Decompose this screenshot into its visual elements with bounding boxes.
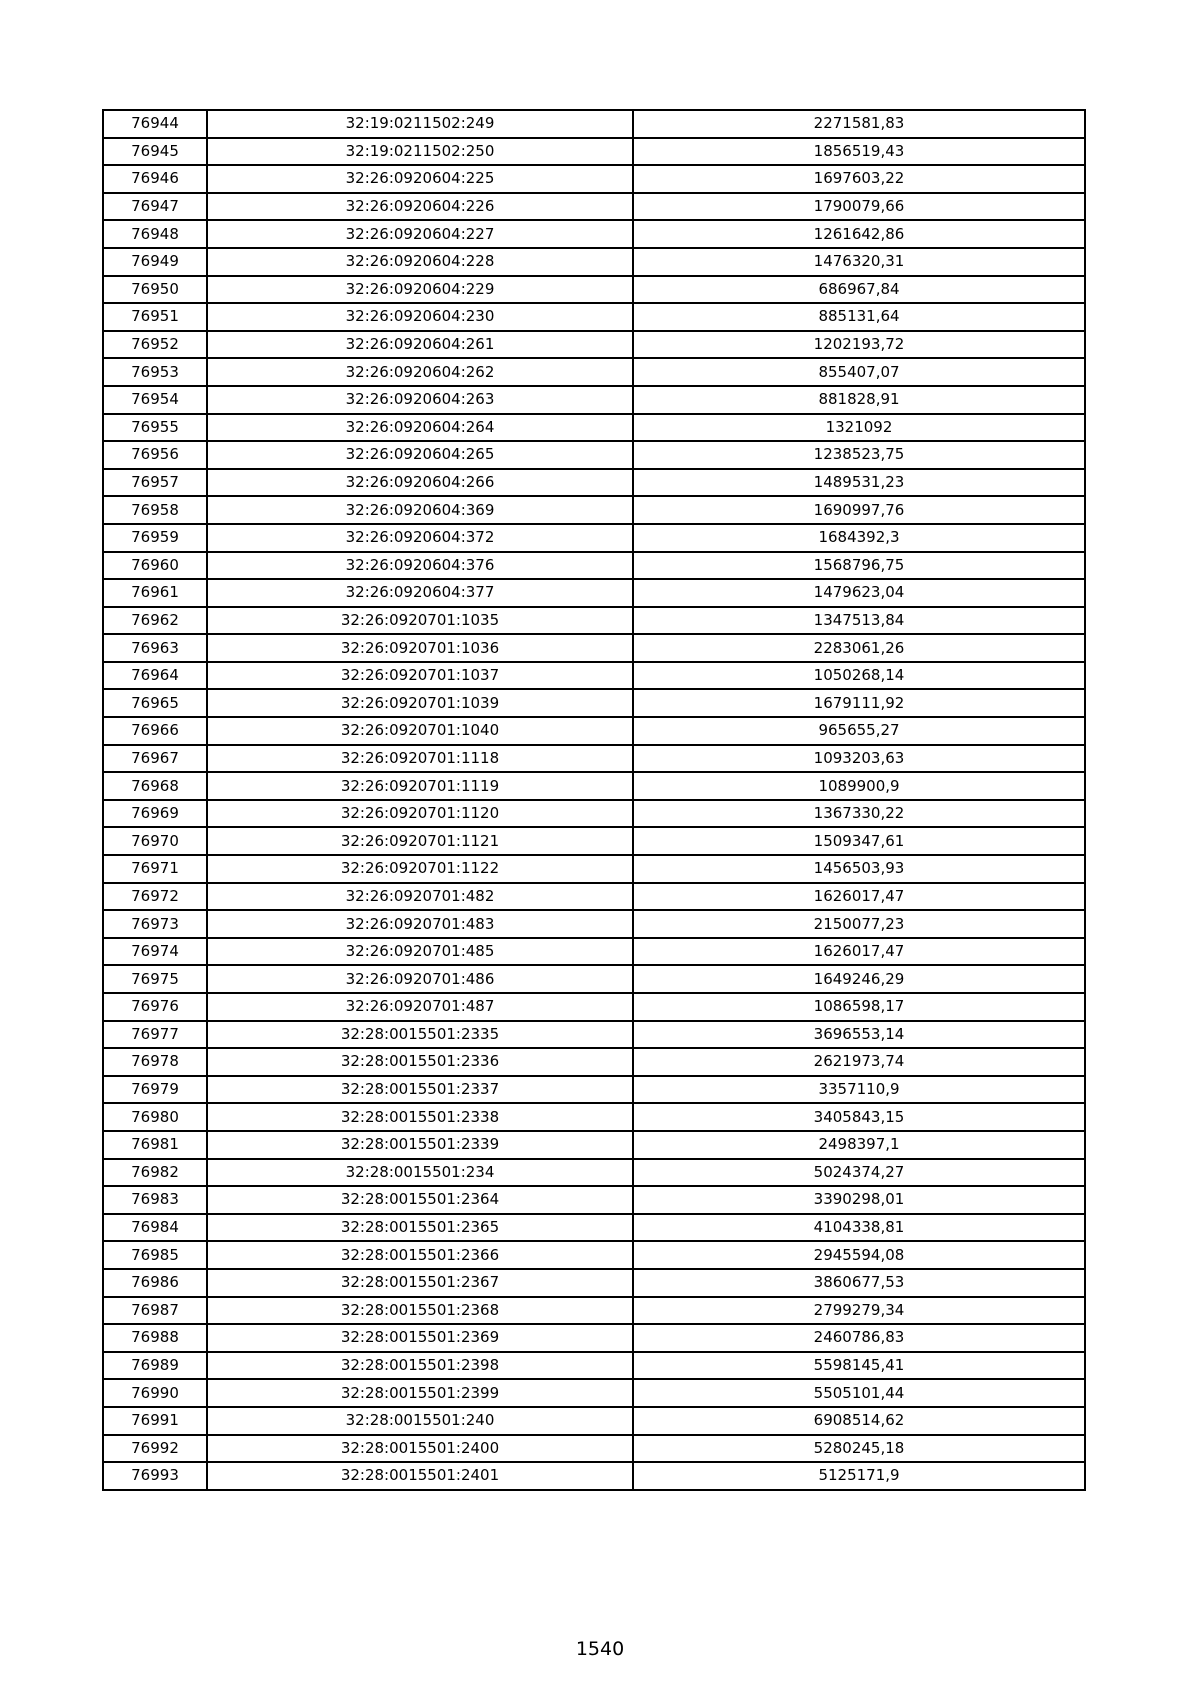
table-row <box>103 1103 1085 1131</box>
cadastral-number-cell: 32:26:0920604:369 <box>207 496 633 524</box>
table-row <box>103 1269 1085 1297</box>
table-row <box>103 993 1085 1021</box>
table-row <box>103 910 1085 938</box>
cadastral-number-cell: 32:28:0015501:240 <box>207 1407 633 1435</box>
value-cell: 1476320,31 <box>633 248 1085 276</box>
cadastral-number-cell: 32:26:0920604:229 <box>207 276 633 304</box>
value-cell: 1238523,75 <box>633 441 1085 469</box>
table-row <box>103 1159 1085 1187</box>
table-row <box>103 1021 1085 1049</box>
row-number-cell: 76976 <box>103 993 207 1021</box>
cadastral-number-cell: 32:28:0015501:2368 <box>207 1297 633 1325</box>
cadastral-number-cell: 32:26:0920701:485 <box>207 938 633 966</box>
cadastral-number-cell: 32:28:0015501:2339 <box>207 1131 633 1159</box>
row-number-cell: 76945 <box>103 138 207 166</box>
page-number: 1540 <box>575 1638 625 1660</box>
table-row <box>103 1352 1085 1380</box>
cadastral-number-cell: 32:26:0920604:262 <box>207 358 633 386</box>
cadastral-number-cell: 32:26:0920701:1118 <box>207 745 633 773</box>
row-number-cell: 76967 <box>103 745 207 773</box>
row-number-cell: 76986 <box>103 1269 207 1297</box>
cadastral-number-cell: 32:26:0920604:261 <box>207 331 633 359</box>
row-number-cell: 76979 <box>103 1076 207 1104</box>
value-cell: 2799279,34 <box>633 1297 1085 1325</box>
value-cell: 5125171,9 <box>633 1462 1085 1490</box>
value-cell: 5024374,27 <box>633 1159 1085 1187</box>
table-row <box>103 1435 1085 1463</box>
cadastral-number-cell: 32:28:0015501:2398 <box>207 1352 633 1380</box>
value-cell: 3696553,14 <box>633 1021 1085 1049</box>
table-row <box>103 165 1085 193</box>
table-row <box>103 717 1085 745</box>
table-row <box>103 772 1085 800</box>
value-cell: 1367330,22 <box>633 800 1085 828</box>
table-row <box>103 607 1085 635</box>
value-cell: 1347513,84 <box>633 607 1085 635</box>
row-number-cell: 76988 <box>103 1324 207 1352</box>
row-number-cell: 76974 <box>103 938 207 966</box>
row-number-cell: 76970 <box>103 827 207 855</box>
cadastral-number-cell: 32:26:0920701:1120 <box>207 800 633 828</box>
row-number-cell: 76980 <box>103 1103 207 1131</box>
value-cell: 1489531,23 <box>633 469 1085 497</box>
row-number-cell: 76965 <box>103 689 207 717</box>
row-number-cell: 76964 <box>103 662 207 690</box>
table-row <box>103 276 1085 304</box>
row-number-cell: 76949 <box>103 248 207 276</box>
table-row <box>103 1407 1085 1435</box>
table-row <box>103 634 1085 662</box>
value-cell: 686967,84 <box>633 276 1085 304</box>
table-row <box>103 883 1085 911</box>
value-cell: 5505101,44 <box>633 1379 1085 1407</box>
table-row <box>103 1131 1085 1159</box>
table-row <box>103 248 1085 276</box>
table-row <box>103 689 1085 717</box>
table-row <box>103 441 1085 469</box>
table-row <box>103 414 1085 442</box>
cadastral-number-cell: 32:26:0920701:1040 <box>207 717 633 745</box>
value-cell: 855407,07 <box>633 358 1085 386</box>
row-number-cell: 76982 <box>103 1159 207 1187</box>
table-row <box>103 1379 1085 1407</box>
cadastral-number-cell: 32:28:0015501:2366 <box>207 1241 633 1269</box>
table-row <box>103 938 1085 966</box>
cadastral-number-cell: 32:26:0920701:483 <box>207 910 633 938</box>
row-number-cell: 76958 <box>103 496 207 524</box>
row-number-cell: 76981 <box>103 1131 207 1159</box>
table-row <box>103 469 1085 497</box>
cadastral-number-cell: 32:26:0920701:1036 <box>207 634 633 662</box>
row-number-cell: 76990 <box>103 1379 207 1407</box>
table-row <box>103 496 1085 524</box>
value-cell: 3390298,01 <box>633 1186 1085 1214</box>
row-number-cell: 76978 <box>103 1048 207 1076</box>
table-row <box>103 855 1085 883</box>
row-number-cell: 76989 <box>103 1352 207 1380</box>
value-cell: 6908514,62 <box>633 1407 1085 1435</box>
cadastral-number-cell: 32:26:0920604:225 <box>207 165 633 193</box>
table-row <box>103 579 1085 607</box>
value-cell: 2150077,23 <box>633 910 1085 938</box>
cadastral-number-cell: 32:26:0920701:1037 <box>207 662 633 690</box>
row-number-cell: 76977 <box>103 1021 207 1049</box>
value-cell: 1202193,72 <box>633 331 1085 359</box>
row-number-cell: 76983 <box>103 1186 207 1214</box>
row-number-cell: 76973 <box>103 910 207 938</box>
cadastral-number-cell: 32:26:0920604:227 <box>207 220 633 248</box>
row-number-cell: 76991 <box>103 1407 207 1435</box>
cadastral-number-cell: 32:28:0015501:2399 <box>207 1379 633 1407</box>
row-number-cell: 76955 <box>103 414 207 442</box>
table-row <box>103 138 1085 166</box>
table-row <box>103 800 1085 828</box>
row-number-cell: 76984 <box>103 1214 207 1242</box>
cadastral-number-cell: 32:19:0211502:250 <box>207 138 633 166</box>
table-row <box>103 1186 1085 1214</box>
row-number-cell: 76972 <box>103 883 207 911</box>
cadastral-number-cell: 32:28:0015501:2400 <box>207 1435 633 1463</box>
table-row <box>103 827 1085 855</box>
row-number-cell: 76959 <box>103 524 207 552</box>
cadastral-number-cell: 32:26:0920604:228 <box>207 248 633 276</box>
cadastral-number-cell: 32:28:0015501:2369 <box>207 1324 633 1352</box>
value-cell: 5598145,41 <box>633 1352 1085 1380</box>
value-cell: 1690997,76 <box>633 496 1085 524</box>
value-cell: 1649246,29 <box>633 965 1085 993</box>
value-cell: 881828,91 <box>633 386 1085 414</box>
cadastral-number-cell: 32:28:0015501:2337 <box>207 1076 633 1104</box>
cadastral-number-cell: 32:26:0920604:263 <box>207 386 633 414</box>
value-cell: 1093203,63 <box>633 745 1085 773</box>
cadastral-number-cell: 32:26:0920604:376 <box>207 552 633 580</box>
row-number-cell: 76954 <box>103 386 207 414</box>
cadastral-number-cell: 32:28:0015501:2335 <box>207 1021 633 1049</box>
table-row <box>103 358 1085 386</box>
value-cell: 3357110,9 <box>633 1076 1085 1104</box>
cadastral-number-cell: 32:19:0211502:249 <box>207 110 633 138</box>
table-row <box>103 1048 1085 1076</box>
table-row <box>103 303 1085 331</box>
table-row <box>103 745 1085 773</box>
table-row <box>103 965 1085 993</box>
value-cell: 2945594,08 <box>633 1241 1085 1269</box>
table-row <box>103 1076 1085 1104</box>
cadastral-number-cell: 32:26:0920701:1039 <box>207 689 633 717</box>
value-cell: 2460786,83 <box>633 1324 1085 1352</box>
value-cell: 1086598,17 <box>633 993 1085 1021</box>
value-cell: 1261642,86 <box>633 220 1085 248</box>
cadastral-number-cell: 32:26:0920701:1122 <box>207 855 633 883</box>
table-row <box>103 1462 1085 1490</box>
value-cell: 965655,27 <box>633 717 1085 745</box>
cadastral-number-cell: 32:26:0920701:482 <box>207 883 633 911</box>
cadastral-number-cell: 32:28:0015501:234 <box>207 1159 633 1187</box>
row-number-cell: 76950 <box>103 276 207 304</box>
value-cell: 1089900,9 <box>633 772 1085 800</box>
table-row <box>103 1297 1085 1325</box>
cadastral-number-cell: 32:28:0015501:2364 <box>207 1186 633 1214</box>
value-cell: 2271581,83 <box>633 110 1085 138</box>
row-number-cell: 76993 <box>103 1462 207 1490</box>
value-cell: 1626017,47 <box>633 883 1085 911</box>
value-cell: 1684392,3 <box>633 524 1085 552</box>
cadastral-number-cell: 32:26:0920604:372 <box>207 524 633 552</box>
cadastral-number-cell: 32:26:0920604:265 <box>207 441 633 469</box>
table-body <box>103 110 1085 1490</box>
table-row <box>103 110 1085 138</box>
table-row <box>103 1241 1085 1269</box>
row-number-cell: 76961 <box>103 579 207 607</box>
row-number-cell: 76946 <box>103 165 207 193</box>
row-number-cell: 76963 <box>103 634 207 662</box>
value-cell: 1626017,47 <box>633 938 1085 966</box>
row-number-cell: 76975 <box>103 965 207 993</box>
value-cell: 3860677,53 <box>633 1269 1085 1297</box>
row-number-cell: 76992 <box>103 1435 207 1463</box>
cadastral-number-cell: 32:26:0920701:486 <box>207 965 633 993</box>
row-number-cell: 76947 <box>103 193 207 221</box>
row-number-cell: 76985 <box>103 1241 207 1269</box>
row-number-cell: 76968 <box>103 772 207 800</box>
row-number-cell: 76956 <box>103 441 207 469</box>
cadastral-number-cell: 32:26:0920701:1035 <box>207 607 633 635</box>
value-cell: 885131,64 <box>633 303 1085 331</box>
value-cell: 2621973,74 <box>633 1048 1085 1076</box>
value-cell: 3405843,15 <box>633 1103 1085 1131</box>
row-number-cell: 76962 <box>103 607 207 635</box>
row-number-cell: 76971 <box>103 855 207 883</box>
value-cell: 2283061,26 <box>633 634 1085 662</box>
value-cell: 1479623,04 <box>633 579 1085 607</box>
table-row <box>103 220 1085 248</box>
cadastral-number-cell: 32:26:0920701:487 <box>207 993 633 1021</box>
value-cell: 5280245,18 <box>633 1435 1085 1463</box>
table-row <box>103 524 1085 552</box>
row-number-cell: 76957 <box>103 469 207 497</box>
row-number-cell: 76966 <box>103 717 207 745</box>
cadastral-number-cell: 32:28:0015501:2336 <box>207 1048 633 1076</box>
table-row <box>103 331 1085 359</box>
cadastral-number-cell: 32:26:0920604:377 <box>207 579 633 607</box>
value-cell: 1456503,93 <box>633 855 1085 883</box>
value-cell: 4104338,81 <box>633 1214 1085 1242</box>
table-row <box>103 552 1085 580</box>
table-row <box>103 662 1085 690</box>
cadastral-number-cell: 32:26:0920604:264 <box>207 414 633 442</box>
row-number-cell: 76944 <box>103 110 207 138</box>
value-cell: 2498397,1 <box>633 1131 1085 1159</box>
value-cell: 1050268,14 <box>633 662 1085 690</box>
data-table <box>102 109 1086 1491</box>
cadastral-number-cell: 32:26:0920604:226 <box>207 193 633 221</box>
row-number-cell: 76987 <box>103 1297 207 1325</box>
value-cell: 1509347,61 <box>633 827 1085 855</box>
cadastral-number-cell: 32:26:0920701:1121 <box>207 827 633 855</box>
cadastral-number-cell: 32:26:0920701:1119 <box>207 772 633 800</box>
table-row <box>103 386 1085 414</box>
cadastral-number-cell: 32:28:0015501:2365 <box>207 1214 633 1242</box>
value-cell: 1697603,22 <box>633 165 1085 193</box>
value-cell: 1790079,66 <box>633 193 1085 221</box>
table-row <box>103 193 1085 221</box>
value-cell: 1321092 <box>633 414 1085 442</box>
cadastral-number-cell: 32:28:0015501:2338 <box>207 1103 633 1131</box>
cadastral-number-cell: 32:28:0015501:2401 <box>207 1462 633 1490</box>
value-cell: 1856519,43 <box>633 138 1085 166</box>
row-number-cell: 76948 <box>103 220 207 248</box>
row-number-cell: 76953 <box>103 358 207 386</box>
value-cell: 1679111,92 <box>633 689 1085 717</box>
table-row <box>103 1214 1085 1242</box>
row-number-cell: 76969 <box>103 800 207 828</box>
value-cell: 1568796,75 <box>633 552 1085 580</box>
row-number-cell: 76951 <box>103 303 207 331</box>
row-number-cell: 76960 <box>103 552 207 580</box>
cadastral-number-cell: 32:26:0920604:266 <box>207 469 633 497</box>
cadastral-number-cell: 32:28:0015501:2367 <box>207 1269 633 1297</box>
row-number-cell: 76952 <box>103 331 207 359</box>
cadastral-number-cell: 32:26:0920604:230 <box>207 303 633 331</box>
table-row <box>103 1324 1085 1352</box>
